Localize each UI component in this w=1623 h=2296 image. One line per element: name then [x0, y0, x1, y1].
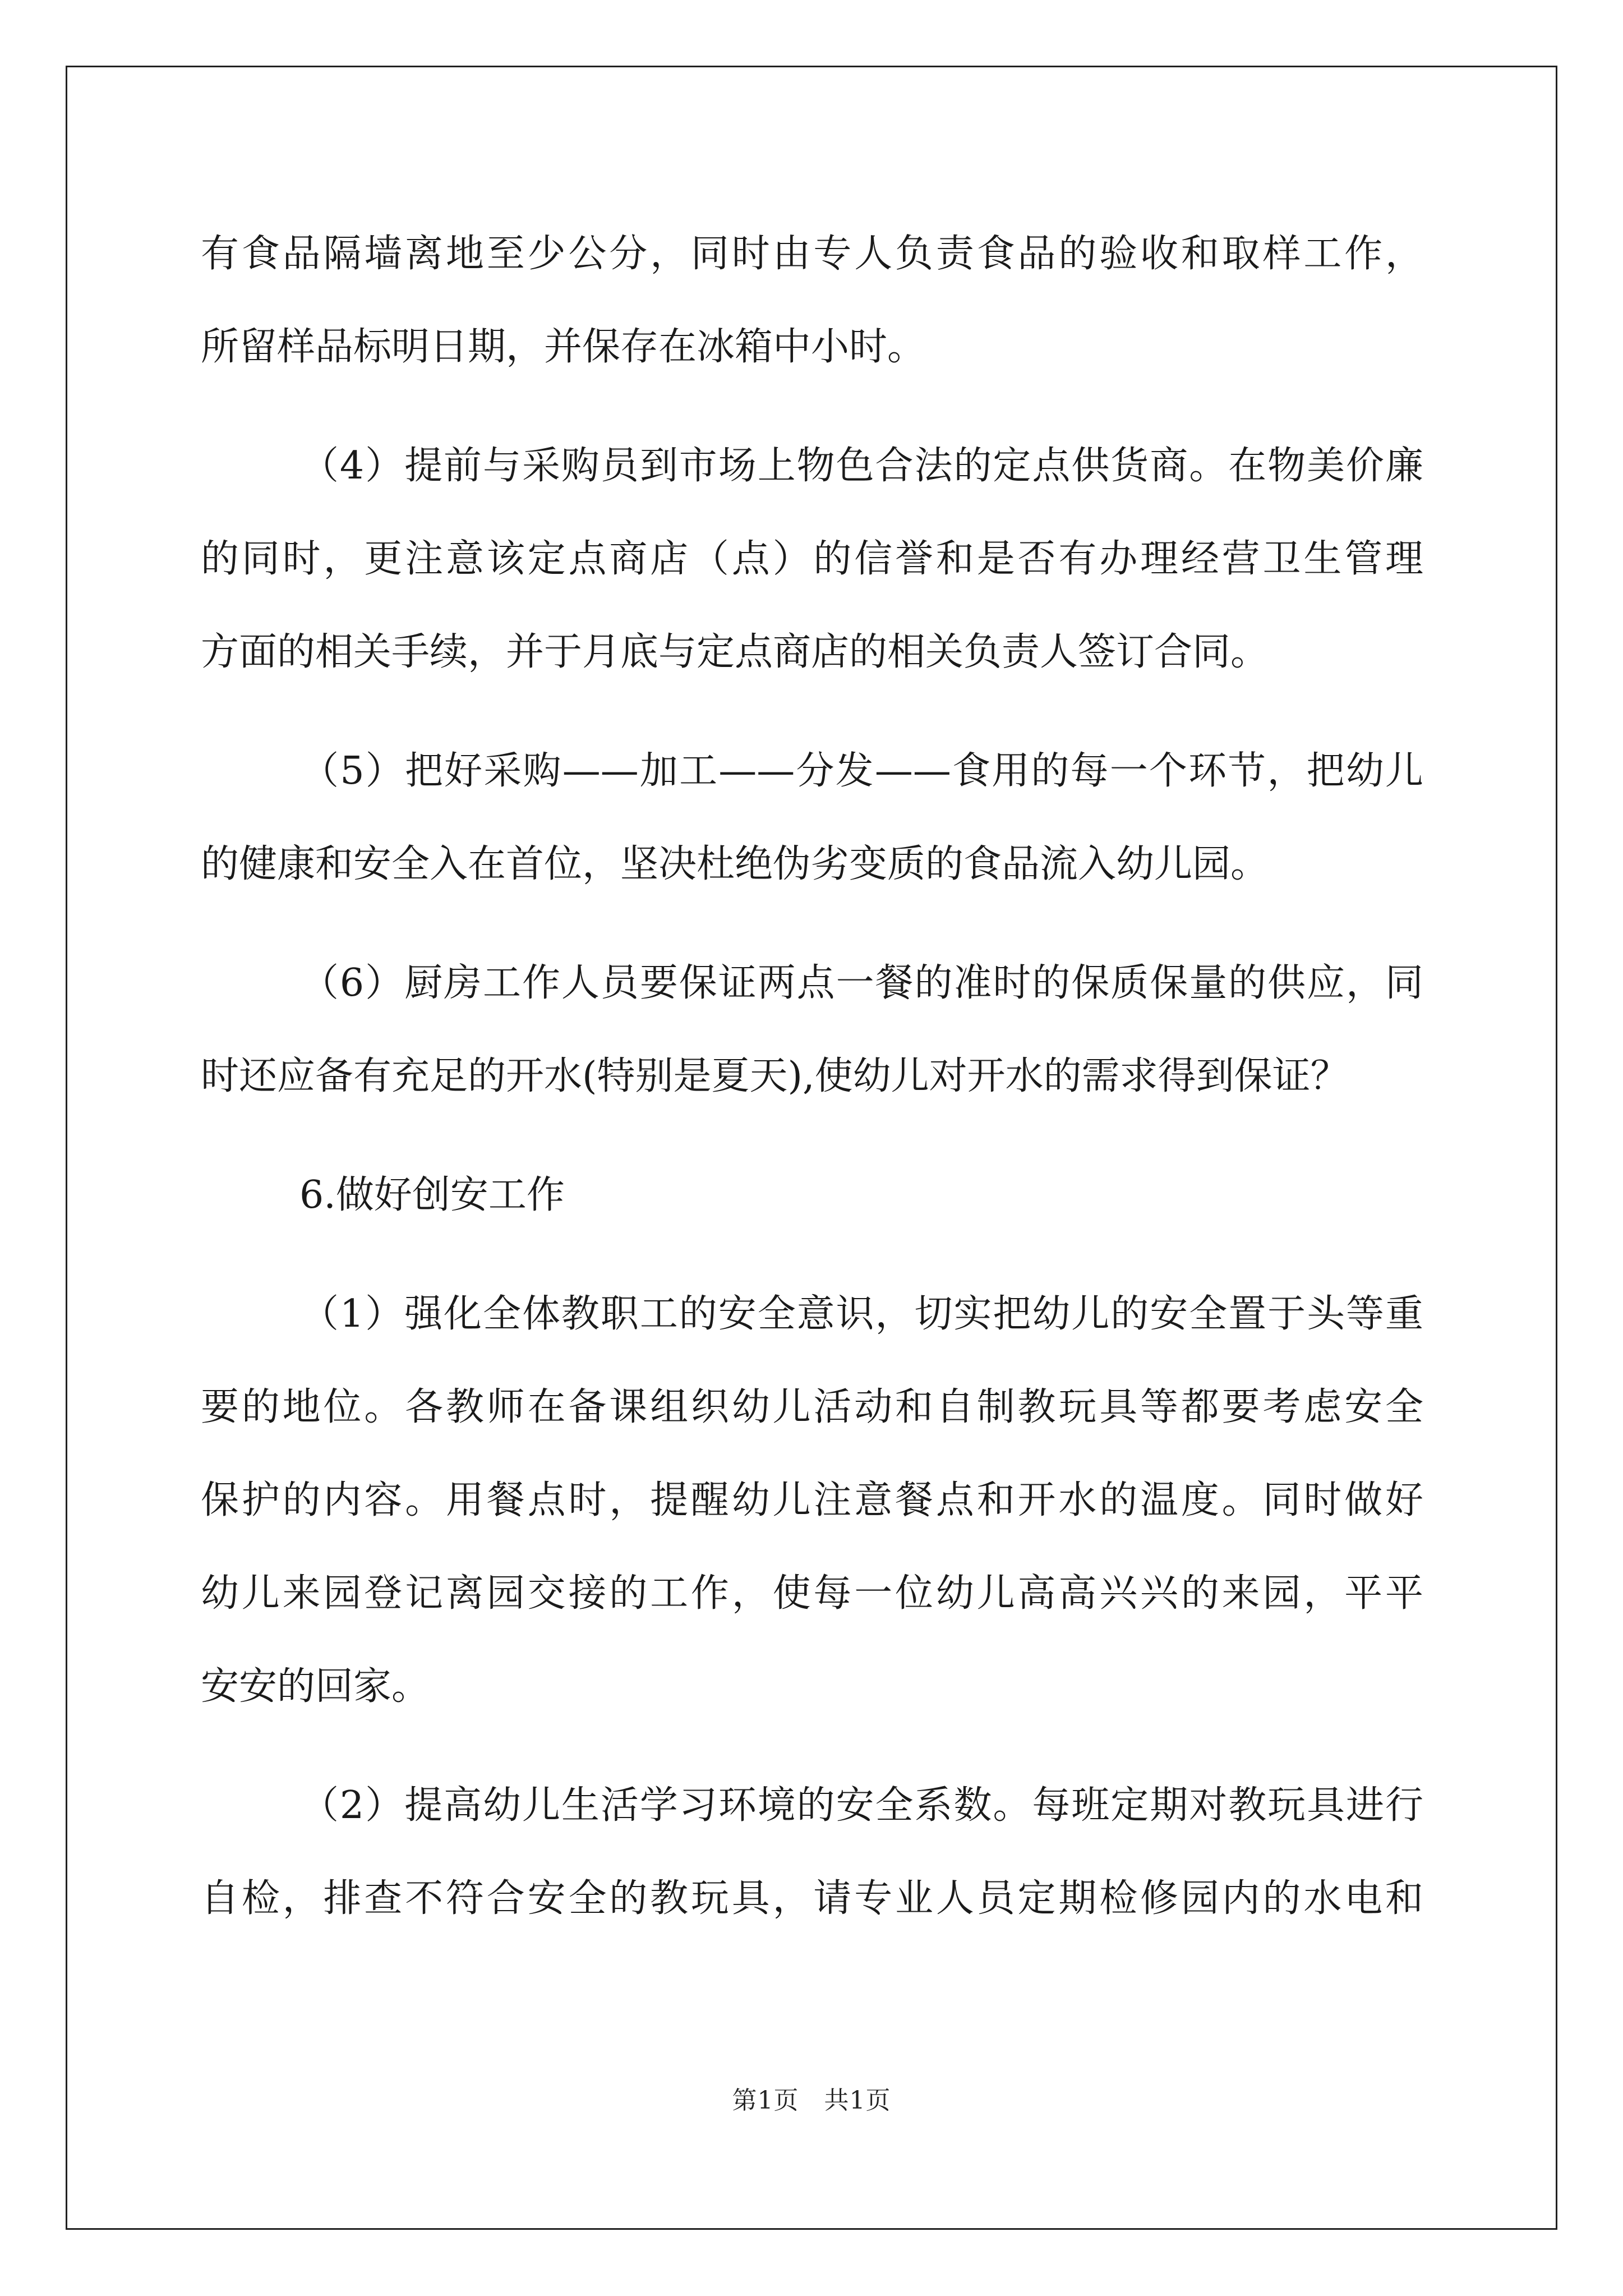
- paragraph-line: 的健康和安全入在首位，坚决杜绝伪劣变质的食品流入幼儿园。: [201, 842, 1269, 886]
- paragraph-line: 时还应备有充足的开水(特别是夏天),使幼儿对开水的需求得到保证？: [201, 1054, 1349, 1098]
- paragraph-line: （4）提前与采购员到市场上物色合法的定点供货商。在物美价廉: [299, 444, 1423, 488]
- page-number-footer: 第1页 共1页: [732, 2086, 891, 2115]
- section-heading: [201, 1149, 1423, 1242]
- paragraph-7: [201, 1759, 1423, 1945]
- paragraph-line: （5）把好采购——加工——分发——食用的每一个环节，把幼儿: [299, 749, 1423, 793]
- paragraph-line: 安安的回家。: [201, 1664, 430, 1709]
- paragraph-2: [201, 420, 1423, 699]
- paragraph-1: [201, 208, 1423, 394]
- paragraph-line: （6）厨房工作人员要保证两点一餐的准时的保质保量的供应，同: [299, 961, 1423, 1005]
- document-body: [201, 208, 1423, 1945]
- paragraph-line: 6.做好创安工作: [299, 1173, 565, 1217]
- paragraph-line: 所留样品标明日期，并保存在冰箱中小时。: [201, 325, 926, 369]
- paragraph-line: 方面的相关手续，并于月底与定点商店的相关负责人签订合同。: [201, 630, 1269, 674]
- paragraph-line: 要的地位。各教师在备课组织幼儿活动和自制教玩具等都要考虑安全: [201, 1385, 1423, 1429]
- paragraph-line: 保护的内容。用餐点时，提醒幼儿注意餐点和开水的温度。同时做好: [201, 1478, 1423, 1522]
- paragraph-4: [201, 937, 1423, 1123]
- paragraph-6: [201, 1268, 1423, 1733]
- paragraph-line: 的同时，更注意该定点商店（点）的信誉和是否有办理经营卫生管理: [201, 537, 1423, 581]
- paragraph-3: [201, 725, 1423, 911]
- paragraph-line: 有食品隔墙离地至少公分，同时由专人负责食品的验收和取样工作，: [201, 232, 1423, 276]
- paragraph-line: 幼儿来园登记离园交接的工作，使每一位幼儿高高兴兴的来园，平平: [201, 1571, 1423, 1616]
- paragraph-line: 自检，排查不符合安全的教玩具，请专业人员定期检修园内的水电和: [201, 1876, 1423, 1921]
- paragraph-line: （1）强化全体教职工的安全意识，切实把幼儿的安全置于头等重: [299, 1292, 1423, 1336]
- paragraph-line: （2）提高幼儿生活学习环境的安全系数。每班定期对教玩具进行: [299, 1783, 1423, 1828]
